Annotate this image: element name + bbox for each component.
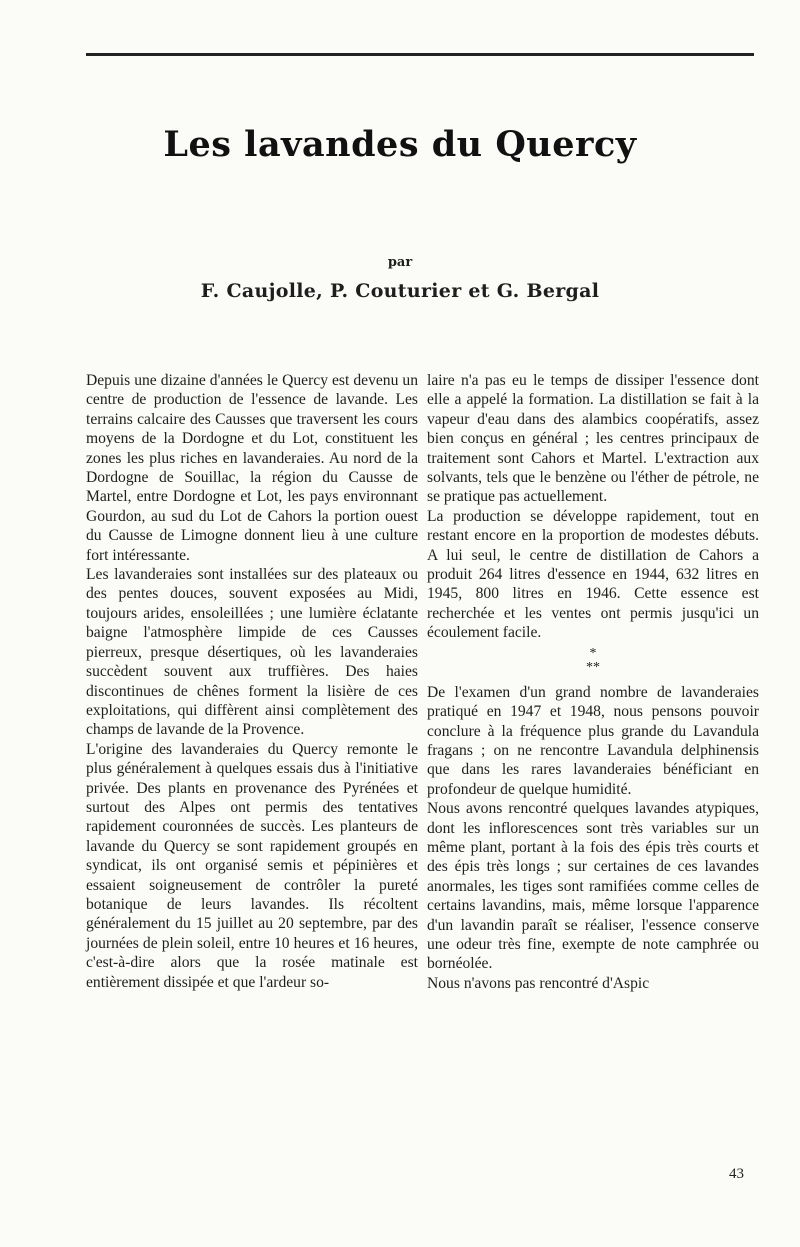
paragraph: Nous avons rencontré quelques lavandes atypiques, dont les inflorescences sont très variables sur un même plant, portant à la fois des épis très courts et des épis très longs ; sur certaines de ces lavandes anormales, les tiges sont ramifiées comme celles de certains lavandins, mais, même lorsque l'apparence d'un lavandin paraît se réaliser, l'essence conserve une odeur très fine, exempte de note camphrée ou bornéolée. — [427, 800, 759, 973]
separator-star: * — [589, 645, 597, 661]
paragraph: L'origine des lavanderaies du Quercy remonte le plus généralement à quelques essais dus à l'initiative privée. Des plants en provenance des Pyrénées et surtout des Alpes ont permis des tentatives rapidement couronnées de succès. Les planteurs de lavande du Quercy se sont rapidement groupés en syndicat, ils ont organisé semis et pépinières et essaient soigneusement de contrôler la pureté botanique de leurs lavandes. Ils récoltent généralement du 15 juillet au 20 septembre, par des journées de plein soleil, entre 10 heures et 16 heures, c'est-à-dire alors que la rosée matinale est entièrement dissipée et que l'ardeur so- — [86, 740, 418, 991]
paragraph: Les lavanderaies sont installées sur des plateaux ou des pentes douces, souvent exposées au Midi, toujours arides, ensoleillées ; une lumière éclatante baigne l'atmosphère limpide de ces Causses pierreux, presque désertiques, où les lavanderaies succèdent souvent aux truffières. Des haies discontinues de chênes forment la lisière de ces exploitations, qui diffèrent ainsi complètement des champs de lavande de la Provence. — [86, 566, 418, 739]
byline: par — [387, 255, 413, 270]
paragraph: Nous n'avons pas rencontré d'Aspic — [427, 974, 650, 992]
left-column — [86, 371, 418, 992]
paragraph: Depuis une dizaine d'années le Quercy est devenu un centre de production de l'essence de lavande. Les terrains calcaire des Causses que traversent les cours moyens de la Dordogne et du Lot, constituent les zones les plus riches en lavanderaies. Au nord de la Dordogne de Souillac, la région du Causse de Martel, entre Dordogne et Lot, les pays environnant Gourdon, au sud du Lot de Cahors la portion ouest du Causse de Limogne donnent lieu à une culture fort intéressante. — [86, 372, 418, 564]
paragraph: De l'examen d'un grand nombre de lavanderaies pratiqué en 1947 et 1948, nous pensons pouvoir conclure à la fréquence plus grande du Lavandula fragans ; on ne rencontre Lavandula delphinensis que dans les rares lavanderaies bénéficiant en profondeur de quelque humidité. — [427, 683, 759, 798]
paragraph: laire n'a pas eu le temps de dissiper l'essence dont elle a appelé la formation. La distillation se fait à la vapeur d'eau dans des alambics coopératifs, assez bien conçus en général ; les centres principaux de traitement sont Cahors et Martel. L'extraction aux solvants, tels que le benzène ou l'éther de pétrole, ne se pratique pas actuellement. — [427, 372, 759, 506]
paragraph: La production se développe rapidement, tout en restant encore en la proportion de modestes débuts. A lui seul, le centre de distillation de Cahors a produit 264 litres d'essence en 1944, 632 litres en 1945, 800 litres en 1946. Cette essence est recherchée et les ventes ont permis jusqu'ici un écoulement facile. — [427, 507, 759, 642]
authors: F. Caujolle, P. Couturier et G. Bergal — [200, 280, 600, 302]
article-title: Les lavandes du Quercy — [163, 124, 637, 165]
page-number: 43 — [729, 1166, 744, 1182]
right-column — [427, 371, 759, 993]
separator-stars: ** — [586, 659, 600, 675]
section-separator — [427, 647, 759, 675]
top-rule — [86, 53, 754, 56]
